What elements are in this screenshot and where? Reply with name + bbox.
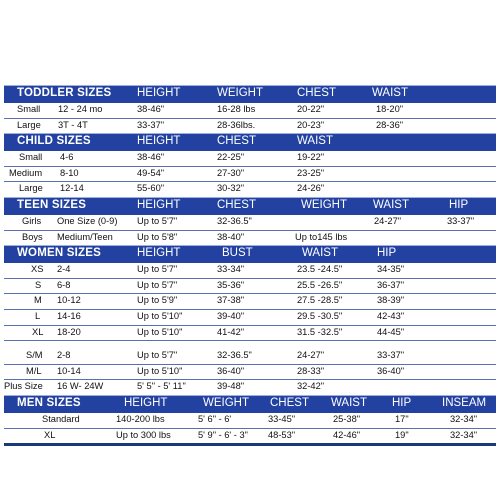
size-range: 2-4 <box>57 264 71 275</box>
column-header: WAIST <box>302 247 338 260</box>
cell: 49-54" <box>137 167 165 178</box>
size-label: S/M <box>26 350 43 361</box>
column-header: CHEST <box>297 87 336 99</box>
cell: 39-48" <box>217 381 245 392</box>
size-range: Medium/Teen <box>57 231 113 242</box>
cell: 22-25" <box>217 152 245 163</box>
size-label: XL <box>44 429 56 440</box>
cell: 35-36" <box>217 279 245 290</box>
column-header: HIP <box>392 396 412 409</box>
cell: 25.5 -26.5" <box>297 279 343 290</box>
cell: Up to 5'10" <box>137 326 183 337</box>
size-label: XL <box>32 326 44 337</box>
size-label: Plus Size <box>4 381 43 392</box>
column-header: HEIGHT <box>137 198 181 211</box>
cell: Up to 5'9" <box>137 295 178 306</box>
column-header: CHEST <box>217 135 256 148</box>
cell: 55-60" <box>137 183 165 194</box>
size-label: Large <box>17 119 41 130</box>
cell: 23-25" <box>297 167 325 178</box>
size-range: 2-8 <box>57 350 71 361</box>
cell: 24-26" <box>297 183 325 194</box>
cell: 32-34" <box>450 413 478 424</box>
column-header: WAIST <box>331 396 367 409</box>
column-header: WAIST <box>297 135 333 148</box>
cell: 32-36.5" <box>217 350 252 361</box>
cell: 36-40" <box>377 365 405 376</box>
size-range: 8-10 <box>60 167 79 178</box>
table-row <box>4 279 496 295</box>
cell: Up to 300 lbs <box>116 429 171 440</box>
cell: 5' 6" - 6' <box>198 413 232 424</box>
cell: 30-32" <box>217 183 245 194</box>
cell: Up to 5'10" <box>137 310 183 321</box>
cell: 27-30" <box>217 167 245 178</box>
cell: 33-37" <box>377 350 405 361</box>
cell: Up to 5'7" <box>137 215 178 226</box>
table-row <box>4 294 496 310</box>
table-row <box>4 413 496 429</box>
cell: 20-22" <box>297 104 325 114</box>
table-row <box>4 365 496 381</box>
cell: 33-37" <box>137 119 165 130</box>
section-title: WOMEN SIZES <box>17 247 101 260</box>
size-chart <box>4 85 496 446</box>
cell: 31.5 -32.5" <box>297 326 343 337</box>
cell: 38-39" <box>377 295 405 306</box>
cell: 38-40" <box>217 231 245 242</box>
cell: 42-43" <box>377 310 405 321</box>
column-header: CHEST <box>217 198 256 211</box>
cell: 34-35" <box>377 264 405 275</box>
cell: 38-46" <box>137 104 165 114</box>
size-label: Standard <box>42 413 80 424</box>
table-row <box>4 310 496 326</box>
size-range: 10-12 <box>57 295 81 306</box>
cell: 33-37" <box>447 215 475 226</box>
size-range: 12 - 24 mo <box>58 104 103 114</box>
cell: 19" <box>395 429 409 440</box>
column-header: WEIGHT <box>301 198 347 211</box>
table-row <box>4 429 496 444</box>
size-label: Girls <box>22 215 42 226</box>
men-sizes-header <box>4 395 496 413</box>
cell: Up to 5'7" <box>137 279 178 290</box>
cell: 18-20" <box>376 104 404 114</box>
size-label: Small <box>17 104 41 114</box>
toddler-sizes-header <box>4 85 496 103</box>
size-range: 6-8 <box>57 279 71 290</box>
cell: 24-27" <box>374 215 402 226</box>
child-sizes-header <box>4 133 496 151</box>
cell: 19-22" <box>297 152 325 163</box>
size-range: 4-6 <box>60 152 74 163</box>
cell: 27.5 -28.5" <box>297 295 343 306</box>
column-header: BUST <box>222 247 253 260</box>
size-range: 14-16 <box>57 310 81 321</box>
cell: 24-27" <box>297 350 325 361</box>
cell: 17" <box>395 413 409 424</box>
size-range: 18-20 <box>57 326 81 337</box>
cell: 32-36.5" <box>217 215 252 226</box>
cell: 32-34" <box>450 429 478 440</box>
section-title: TODDLER SIZES <box>17 87 112 99</box>
cell: 5' 9" - 6' - 3" <box>198 429 248 440</box>
size-label: Boys <box>22 231 43 242</box>
cell: 44-45" <box>377 326 405 337</box>
cell: 38-46" <box>137 152 165 163</box>
section-title: MEN SIZES <box>17 396 81 409</box>
column-header: HEIGHT <box>137 87 181 99</box>
spacer-row <box>4 341 496 349</box>
cell: 36-37" <box>377 279 405 290</box>
cell: Up to 5'7" <box>137 264 178 275</box>
size-label: S <box>35 279 42 290</box>
size-range: 12-14 <box>60 183 84 194</box>
table-row <box>4 326 496 342</box>
cell: 33-34" <box>217 264 245 275</box>
table-row <box>4 167 496 183</box>
table-row <box>4 182 496 197</box>
cell: 39-40" <box>217 310 245 321</box>
column-header: HIP <box>377 247 397 260</box>
cell: 33-45" <box>268 413 296 424</box>
cell: Up to 5'7" <box>137 350 178 361</box>
section-title: TEEN SIZES <box>17 198 87 211</box>
cell: 23.5 -24.5" <box>297 264 343 275</box>
size-label: Small <box>19 152 43 163</box>
column-header: WEIGHT <box>217 87 263 99</box>
table-row <box>4 263 496 279</box>
column-header: CHEST <box>270 396 309 409</box>
cell: 48-53" <box>268 429 296 440</box>
table-row <box>4 215 496 231</box>
cell: 16-28 lbs <box>217 104 256 114</box>
column-header: HEIGHT <box>124 396 168 409</box>
size-range: 3T - 4T <box>58 119 88 130</box>
cell: 29.5 -30.5" <box>297 310 343 321</box>
teen-sizes-header <box>4 197 496 215</box>
table-row <box>4 349 496 365</box>
cell: Up to145 lbs <box>295 231 348 242</box>
column-header: HEIGHT <box>137 135 181 148</box>
cell: 5' 5" - 5' 11" <box>137 381 186 392</box>
table-row <box>4 119 496 134</box>
table-row <box>4 151 496 167</box>
size-label: Medium <box>9 167 43 178</box>
table-row <box>4 380 496 395</box>
column-header: HEIGHT <box>137 247 181 260</box>
cell: 37-38" <box>217 295 245 306</box>
size-label: L <box>35 310 41 321</box>
cell: 28-36lbs. <box>217 119 256 130</box>
women-sizes-header <box>4 245 496 263</box>
cell: 25-38" <box>333 413 361 424</box>
cell: 41-42" <box>217 326 245 337</box>
cell: 42-46" <box>333 429 361 440</box>
table-row <box>4 103 496 119</box>
cell: 32-42" <box>297 381 325 392</box>
column-header: HIP <box>449 198 469 211</box>
section-title: CHILD SIZES <box>17 135 91 148</box>
cell: Up to 5'8" <box>137 231 178 242</box>
cell: 20-23" <box>297 119 325 130</box>
size-label: M <box>34 295 42 306</box>
size-label: XS <box>31 264 44 275</box>
size-label: Large <box>19 183 43 194</box>
column-header: WAIST <box>372 87 408 99</box>
size-range: 16 W- 24W <box>57 381 104 392</box>
size-range: One Size (0-9) <box>57 215 118 226</box>
size-label: M/L <box>26 365 42 376</box>
column-header: WAIST <box>373 198 409 211</box>
cell: 36-40" <box>217 365 245 376</box>
cell: 28-33" <box>297 365 325 376</box>
cell: 140-200 lbs <box>116 413 165 424</box>
column-header: WEIGHT <box>203 396 249 409</box>
table-row <box>4 231 496 246</box>
size-range: 10-14 <box>57 365 81 376</box>
cell: Up to 5'10" <box>137 365 183 376</box>
column-header: INSEAM <box>442 396 487 409</box>
cell: 28-36" <box>376 119 404 130</box>
